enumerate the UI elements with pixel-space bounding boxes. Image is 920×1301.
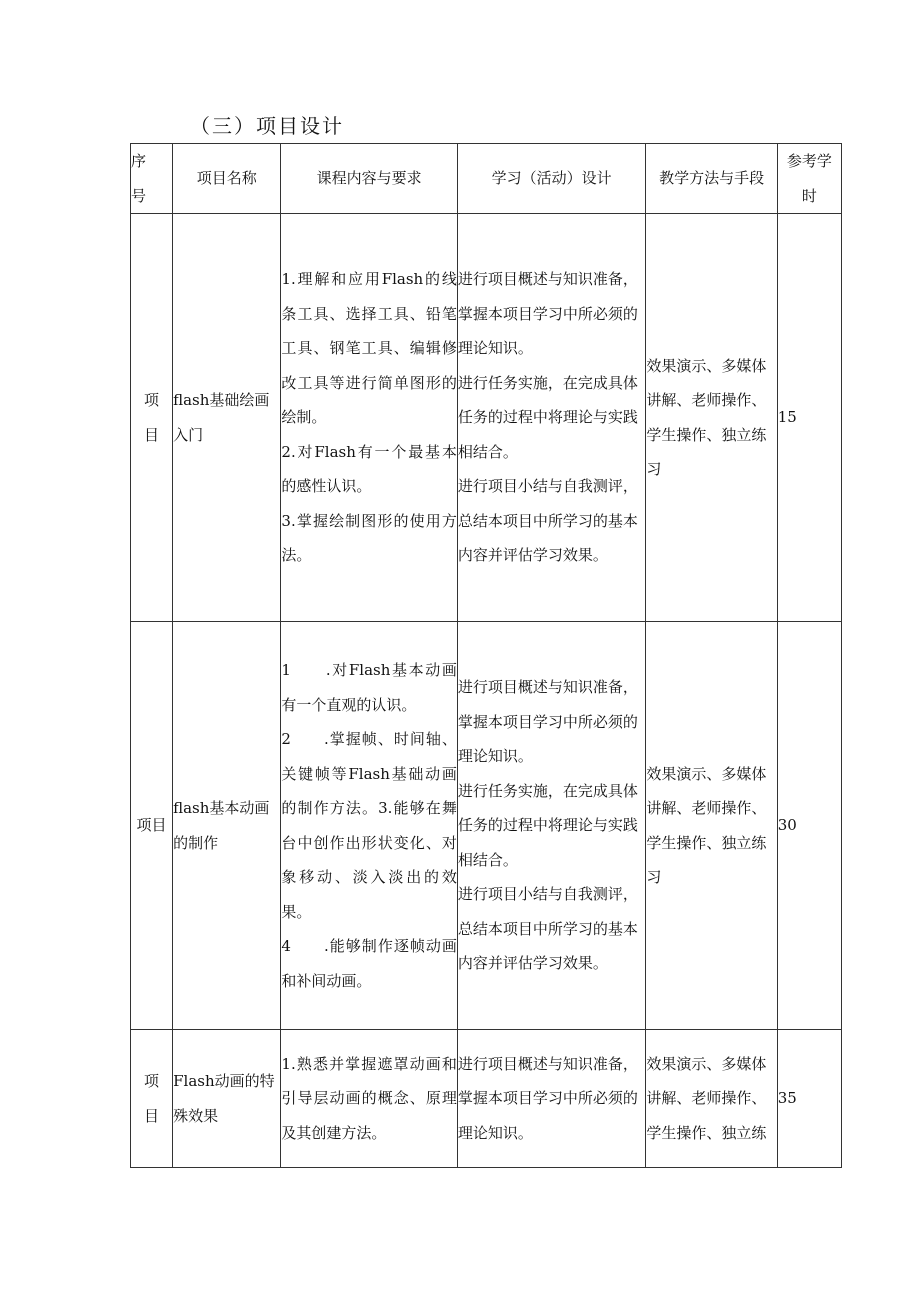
header-method: 教学方法与手段 xyxy=(646,144,777,214)
row-method: 效果演示、多媒体讲解、老师操作、学生操作、独立练习 xyxy=(646,214,777,622)
table-row xyxy=(131,214,842,622)
row-seq: 项 目 xyxy=(131,214,173,622)
row-seq: 项目 xyxy=(131,622,173,1030)
row-design: 进行项目概述与知识准备，掌握本项目学习中所必须的理论知识。 xyxy=(457,1030,646,1168)
row-design: 进行项目概述与知识准备，掌握本项目学习中所必须的理论知识。 进行任务实施，在完成具体任务的过程中将理论与实践相结合。 进行项目小结与自我测评，总结本项目中所学习的基本内容并评估学习效果。 xyxy=(457,622,646,1030)
row-hours: 30 xyxy=(777,622,841,1030)
header-name: 项目名称 xyxy=(173,144,281,214)
row-design: 进行项目概述与知识准备，掌握本项目学习中所必须的理论知识。 进行任务实施，在完成具体任务的过程中将理论与实践相结合。 进行项目小结与自我测评，总结本项目中所学习的基本内容并评估学习效果。 xyxy=(457,214,646,622)
table-header-row xyxy=(131,144,842,214)
header-seq: 序 号 xyxy=(131,144,173,214)
row-hours: 35 xyxy=(777,1030,841,1168)
row-hours: 15 xyxy=(777,214,841,622)
row-name: Flash动画的特殊效果 xyxy=(173,1030,281,1168)
header-content: 课程内容与要求 xyxy=(281,144,457,214)
row-name: flash基本动画的制作 xyxy=(173,622,281,1030)
section-title: （三）项目设计 xyxy=(190,114,344,138)
row-method: 效果演示、多媒体讲解、老师操作、学生操作、独立练习 xyxy=(646,622,777,1030)
table-row xyxy=(131,622,842,1030)
row-seq: 项 目 xyxy=(131,1030,173,1168)
row-content: 1 .对Flash基本动画有一个直观的认识。 2 .掌握帧、时间轴、关键帧等Flash基础动画的制作方法。3.能够在舞台中创作出形状变化、对象移动、淡入淡出的效果。 4 .能够制作逐帧动画和补间动画。 xyxy=(281,622,457,1030)
project-design-table xyxy=(130,143,842,1168)
header-design: 学习（活动）设计 xyxy=(457,144,646,214)
row-content: 1.熟悉并掌握遮罩动画和引导层动画的概念、原理及其创建方法。 xyxy=(281,1030,457,1168)
row-name: flash基础绘画入门 xyxy=(173,214,281,622)
row-method: 效果演示、多媒体讲解、老师操作、学生操作、独立练 xyxy=(646,1030,777,1168)
row-content: 1.理解和应用Flash的线条工具、选择工具、铅笔工具、钢笔工具、编辑修改工具等进行简单图形的绘制。 2.对Flash有一个最基本的感性认识。 3.掌握绘制图形的使用方法。 xyxy=(281,214,457,622)
header-hours: 参考学 时 xyxy=(777,144,841,214)
table-row xyxy=(131,1030,842,1168)
